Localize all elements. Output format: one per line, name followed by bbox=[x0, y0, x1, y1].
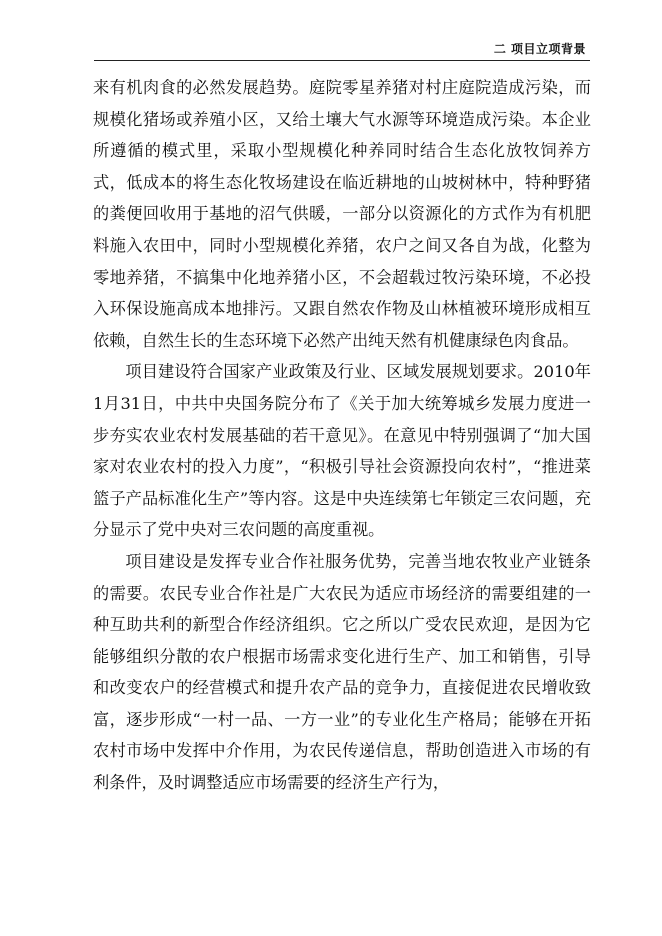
section-title: 二 项目立项背景 bbox=[493, 42, 586, 56]
document-body bbox=[93, 72, 591, 799]
paragraph-policy: 项目建设符合国家产业政策及行业、区域发展规划要求。2010年1月31日，中共中央国务院分布了《关于加大统筹城乡发展力度进一步夯实农业农村发展基础的若干意见》。在意见中特别强调了“加大国家对农业农村的投入力度”，“积极引导社会资源投向农村”，“推进菜篮子产品标准化生产”等内容。这是中央连续第七年锁定三农问题，充分显示了党中央对三农问题的高度重视。 bbox=[93, 362, 591, 540]
paragraph-continuation: 来有机肉食的必然发展趋势。庭院零星养猪对村庄庭院造成污染，而规模化猪场或养殖小区，又给土壤大气水源等环境造成污染。本企业所遵循的模式里，采取小型规模化种养同时结合生态化放牧饲养方式，低成本的将生态化牧场建设在临近耕地的山坡树林中，特种野猪的粪便回收用于基地的沼气供暖，一部分以资源化的方式作为有机肥料施入农田中，同时小型规模化养猪，农户之间又各自为战，化整为零地养猪，不搞集中化地养猪小区，不会超载过牧污染环境，不必投入环保设施高成本地排污。又跟自然农作物及山林植被环境形成相互依赖，自然生长的生态环境下必然产出纯天然有机健康绿色肉食品。 bbox=[93, 78, 591, 350]
paragraph-cooperative: 项目建设是发挥专业合作社服务优势，完善当地农牧业产业链条的需要。农民专业合作社是广大农民为适应市场经济的需要组建的一种互助共利的新型合作经济组织。它之所以广受农民欢迎，是因为它能够组织分散的农户根据市场需求变化进行生产、加工和销售，引导和改变农户的经营模式和提升农产品的竞争力，直接促进农民增收致富，逐步形成“一村一品、一方一业”的专业化生产格局；能够在开拓农村市场中发挥中介作用，为农民传递信息，帮助创造进入市场的有利条件，及时调整适应市场需要的经济生产行为， bbox=[93, 551, 591, 793]
page-header bbox=[94, 36, 590, 61]
